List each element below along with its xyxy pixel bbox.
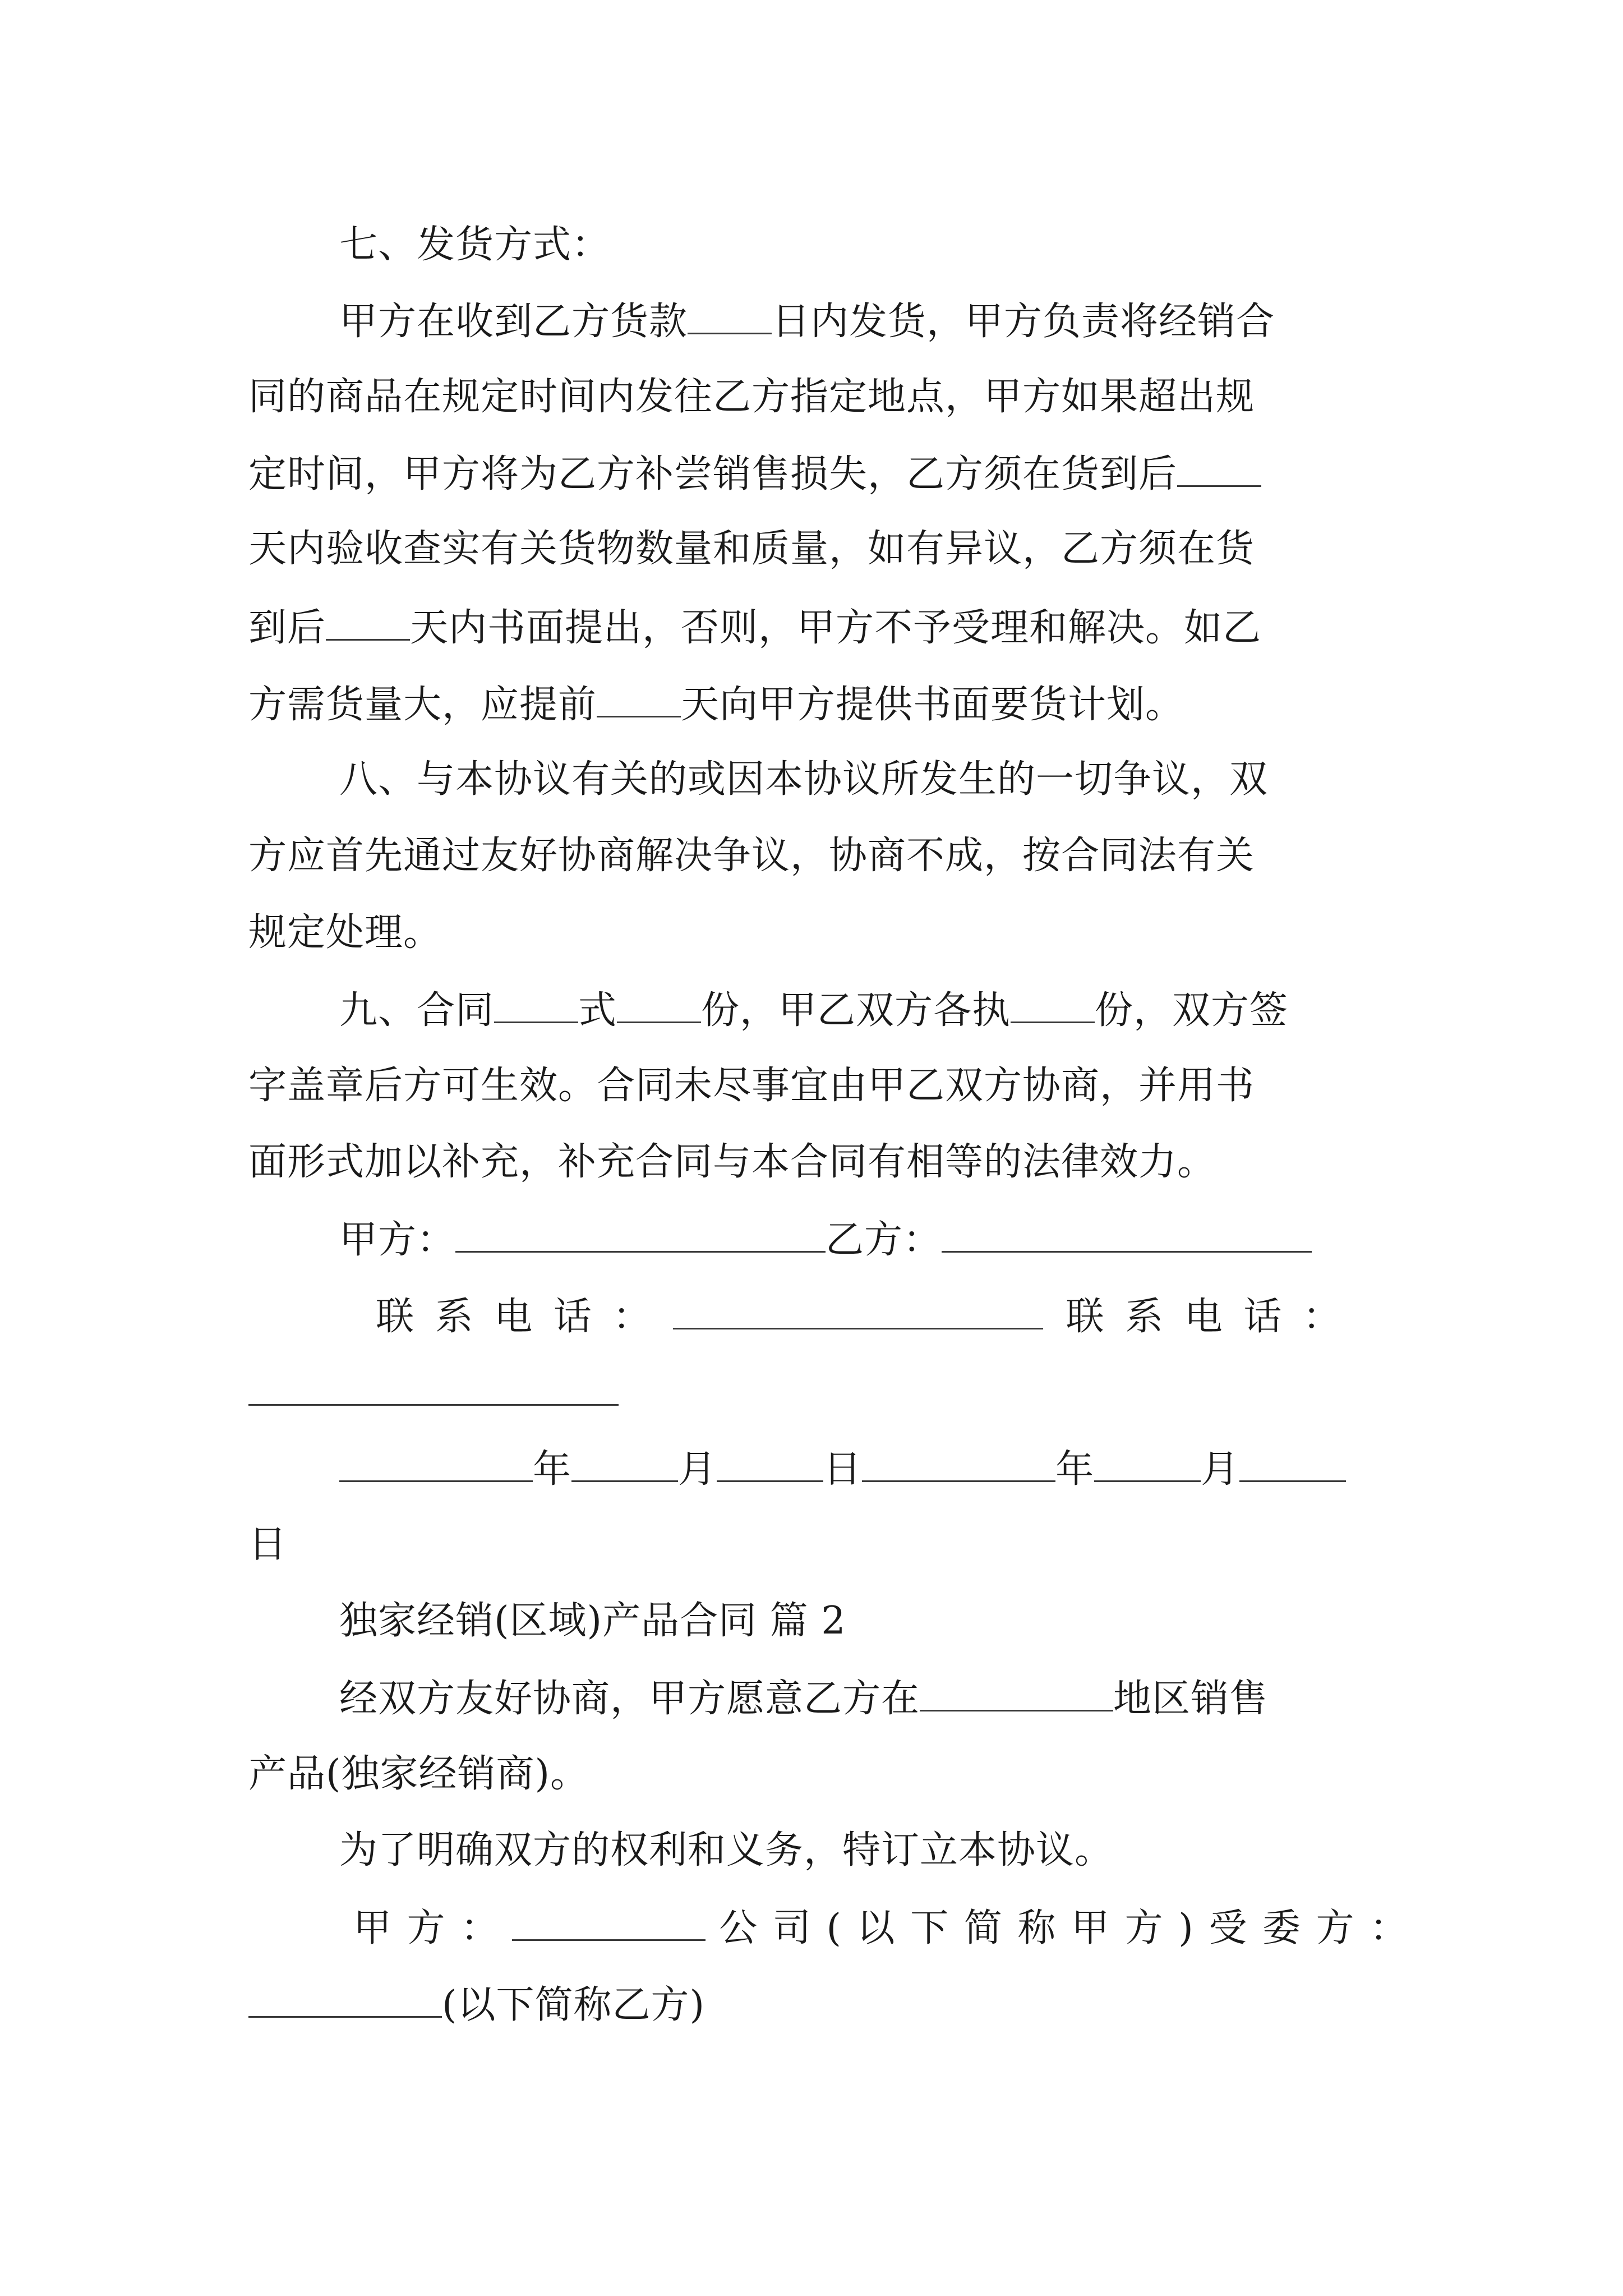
part-2-paragraph-1-line-2: 产品(独家经销商)。 — [248, 1752, 589, 1796]
part-2-paragraph-2: 为了明确双方的权利和义务，特订立本协议。 — [339, 1828, 1114, 1872]
region-blank[interactable] — [920, 1678, 1113, 1711]
part-2-paragraph-3: 甲 方 ： 公 司 ( 以 下 简 称 甲 方 ) 受 委 方 ： — [353, 1906, 1408, 1950]
each-copies-blank[interactable] — [1011, 990, 1095, 1023]
party-signature-line: 甲方： 乙方： — [339, 1220, 1312, 1259]
section-7-paragraph-line-2: 同的商品在规定时间内发往乙方指定地点，甲方如果超出规 — [248, 375, 1255, 419]
day-b-blank[interactable] — [1239, 1449, 1346, 1482]
inspection-days-blank[interactable] — [1177, 454, 1261, 487]
section-9-line-1: 九、合同 式 份，甲乙双方各执 份，双方签 — [339, 988, 1289, 1033]
month-a-blank[interactable] — [571, 1449, 678, 1482]
month-b-blank[interactable] — [1094, 1449, 1201, 1482]
delegate-blank[interactable] — [248, 1985, 442, 2018]
section-7-paragraph-line-6: 方需货量大，应提前 天向甲方提供书面要货计划。 — [248, 683, 1184, 727]
section-8-line-2: 方应首先通过友好协商解决争议，协商不成，按合同法有关 — [248, 834, 1255, 878]
year-a-blank[interactable] — [339, 1449, 533, 1482]
section-7-paragraph-line-3: 定时间，甲方将为乙方补尝销售损失，乙方须在货到后 — [248, 454, 1261, 494]
section-8-line-3: 规定处理。 — [248, 910, 442, 955]
party-b-blank[interactable] — [942, 1220, 1312, 1253]
party-a-blank[interactable] — [455, 1220, 826, 1253]
section-7-paragraph-line-5: 到后 天内书面提出，否则，甲方不予受理和解决。如乙 — [248, 606, 1262, 650]
phone-b-blank[interactable] — [248, 1373, 619, 1406]
copies-count-blank[interactable] — [617, 990, 701, 1023]
part-2-title: 独家经销(区域)产品合同 篇 2 — [339, 1599, 846, 1643]
company-blank[interactable] — [512, 1908, 706, 1941]
section-7-heading: 七、发货方式： — [339, 223, 611, 267]
advance-days-blank[interactable] — [597, 684, 681, 717]
copies-blank[interactable] — [494, 990, 578, 1023]
section-9-line-2: 字盖章后方可生效。合同未尽事宜由甲乙双方协商，并用书 — [248, 1064, 1255, 1108]
phone-line: 联 系 电 话 ： 联 系 电 话 ： — [376, 1295, 1341, 1339]
year-b-blank[interactable] — [862, 1449, 1055, 1482]
section-8-line-1: 八、与本协议有关的或因本协议所发生的一切争议，双 — [339, 757, 1269, 802]
objection-days-blank[interactable] — [326, 608, 410, 641]
phone-b-line — [248, 1373, 619, 1412]
date-line-end: 日 — [248, 1522, 288, 1567]
part-2-paragraph-1: 经双方友好协商，甲方愿意乙方在 地区销售 — [339, 1677, 1269, 1721]
section-7-paragraph-line-4: 天内验收查实有关货物数量和质量，如有异议，乙方须在货 — [248, 527, 1255, 571]
day-a-blank[interactable] — [717, 1449, 823, 1482]
section-7-paragraph-line-1: 甲方在收到乙方货款 日内发货，甲方负责将经销合 — [339, 300, 1275, 344]
phone-a-blank[interactable] — [673, 1296, 1043, 1329]
days-blank[interactable] — [688, 301, 772, 334]
section-9-line-3: 面形式加以补充，补充合同与本合同有相等的法律效力。 — [248, 1140, 1216, 1184]
part-2-paragraph-3-line-2: (以下简称乙方) — [248, 1985, 705, 2024]
date-line: 年 月 日 年 月 — [339, 1449, 1346, 1489]
